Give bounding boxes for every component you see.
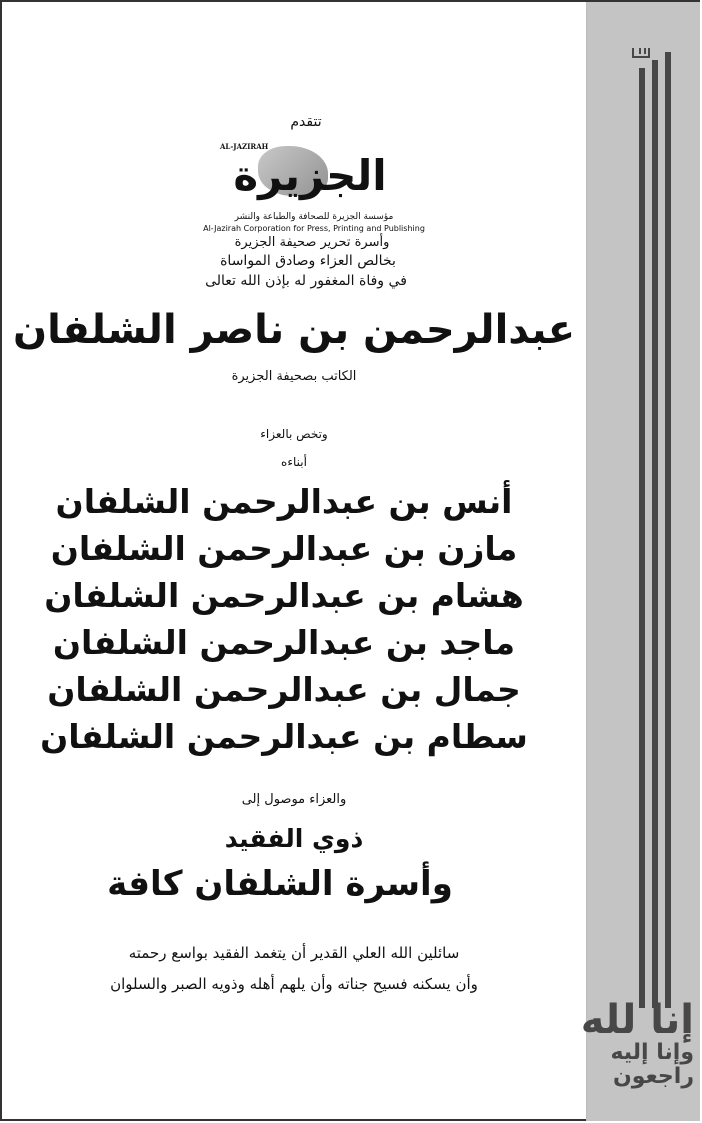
death-notice-text: في وفاة المغفور له بإذن الله تعالى (205, 273, 407, 289)
sons-label: أبناءه (281, 455, 307, 469)
al-jazirah-logo (220, 142, 400, 210)
condolence-notice (2, 2, 586, 1121)
editorial-staff-text: وأسرة تحرير صحيفة الجزيرة (234, 235, 390, 250)
panel-text-line-1: إنا لله (580, 997, 694, 1043)
condolence-text: بخالص العزاء وصادق المواساة (220, 253, 396, 269)
panel-text-line-2: وإنا إليه (610, 1040, 694, 1065)
extended-condolence-label: والعزاء موصول إلى (241, 792, 347, 807)
panel-text-line-3: راجعون (612, 1064, 694, 1089)
son-name: مازن بن عبدالرحمن الشلفان (50, 529, 518, 568)
prayer-line-2: وأن يسكنه فسيح جناته وأن يلهم أهله وذويه الصبر والسلوان (110, 975, 478, 993)
logo-latin-text: AL-JAZIRAH (220, 142, 269, 151)
alef-bar-icon (652, 60, 658, 1008)
son-name: جمال بن عبدالرحمن الشلفان (47, 670, 521, 709)
corporation-name-english: Al-Jazirah Corporation for Press, Printing and Publishing (203, 224, 425, 233)
kin-line-2: وأسرة الشلفان كافة (107, 864, 453, 904)
alef-bar-icon (665, 52, 671, 1008)
logo-arabic-text: الجزيرة (233, 151, 387, 200)
side-panel (580, 2, 700, 1121)
deceased-name: عبدالرحمن بن ناصر الشلفان (12, 307, 576, 353)
son-name: هشام بن عبدالرحمن الشلفان (44, 576, 524, 615)
alef-bar-icon (639, 68, 645, 1008)
shadda-mark-icon (632, 48, 650, 58)
prayer-line-1: سائلين الله العلي القدير أن يتغمد الفقيد بواسع رحمته (128, 944, 460, 962)
presents-text: تتقدم (290, 114, 322, 130)
son-name: أنس بن عبدالرحمن الشلفان (55, 482, 513, 521)
specific-condolence-label: وتخص بالعزاء (260, 427, 328, 441)
deceased-role: الكاتب بصحيفة الجزيرة (231, 369, 357, 384)
son-name: سطام بن عبدالرحمن الشلفان (40, 717, 528, 756)
son-name: ماجد بن عبدالرحمن الشلفان (52, 623, 516, 662)
corporation-name-arabic: مؤسسة الجزيرة للصحافة والطباعة والنشر (234, 212, 394, 222)
kin-line-1: ذوي الفقيد (224, 824, 364, 853)
